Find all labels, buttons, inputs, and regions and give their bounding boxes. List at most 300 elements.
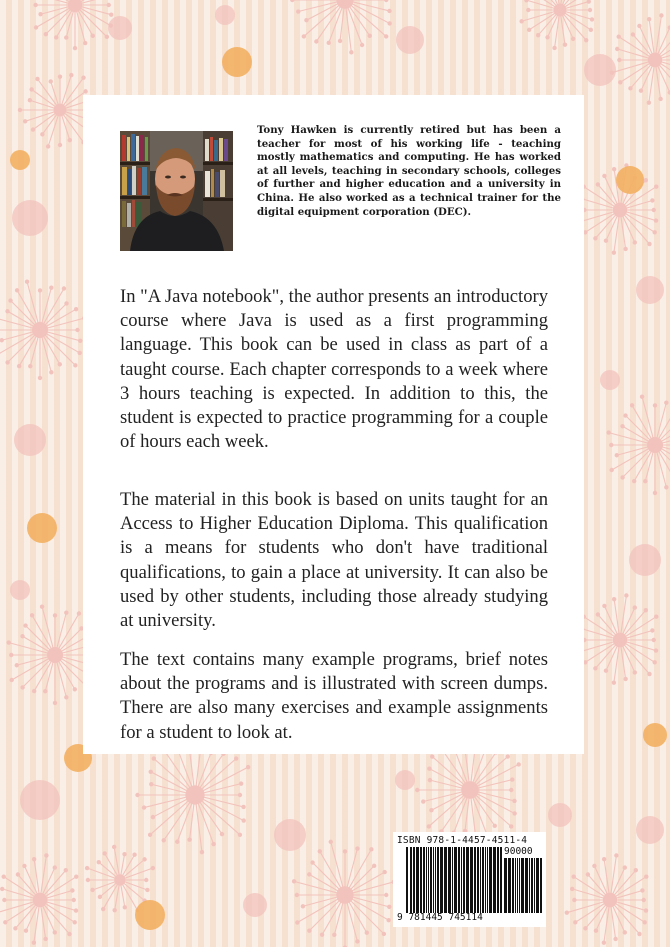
burst-dot: [304, 18, 308, 22]
burst-dot: [588, 8, 592, 12]
burst-dot: [142, 805, 146, 809]
burst-dot: [75, 328, 79, 332]
burst-dot: [77, 351, 81, 355]
burst-dot: [151, 815, 155, 819]
burst-dot: [609, 443, 613, 447]
burst-dot: [238, 833, 242, 837]
burst-dot: [609, 468, 613, 472]
burst-dot: [604, 669, 608, 673]
burst-dot: [607, 430, 611, 434]
decor-circle: [395, 770, 415, 790]
burst-dot: [612, 250, 616, 254]
burst-dot: [20, 685, 24, 689]
burst-dot: [43, 689, 47, 693]
barcode-bar: [525, 858, 528, 913]
burst-dot: [633, 240, 637, 244]
burst-dot: [332, 933, 336, 937]
burst-dot: [246, 765, 250, 769]
burst-dot: [74, 874, 78, 878]
burst-dot: [592, 864, 596, 868]
burst-dot: [659, 13, 663, 17]
burst-dot: [292, 879, 296, 883]
barcode-bar: [508, 858, 511, 913]
price-code: 90000: [504, 846, 533, 857]
decor-circle: [27, 513, 57, 543]
burst-dot: [98, 895, 102, 899]
burst-dot: [509, 788, 513, 792]
author-photo: [120, 131, 233, 251]
burst-dot: [633, 605, 637, 609]
burst-dot: [15, 288, 19, 292]
burst-dot: [427, 767, 431, 771]
burst-dot: [148, 833, 152, 837]
burst-dot: [73, 687, 77, 691]
burst-dot: [7, 640, 11, 644]
burst-dot: [53, 613, 57, 617]
decor-circle: [10, 580, 30, 600]
burst-dot: [81, 75, 85, 79]
burst-dot: [35, 77, 39, 81]
burst-dot: [382, 932, 386, 936]
burst-dot: [653, 230, 657, 234]
burst-dot: [290, 0, 294, 2]
burst-dot: [545, 35, 549, 39]
burst-dot: [152, 756, 156, 760]
burst-dot: [633, 670, 637, 674]
decor-circle: [14, 424, 46, 456]
barcode-bar: [515, 858, 516, 913]
burst-dot: [664, 401, 668, 405]
burst-dot: [618, 80, 622, 84]
burst-dot: [512, 799, 516, 803]
burst-dot: [83, 89, 87, 93]
burst-dot: [644, 874, 648, 878]
burst-dot: [112, 908, 116, 912]
burst-dot: [427, 824, 431, 828]
barcode-bar: [470, 847, 473, 913]
barcode-bar: [497, 847, 499, 913]
burst-dot: [20, 634, 24, 638]
burst-dot: [34, 25, 38, 29]
burst-dot: [74, 908, 78, 912]
burst-dot: [78, 339, 82, 343]
burst-dot: [565, 910, 569, 914]
barcode-bar: [540, 858, 542, 913]
burst-dot: [365, 931, 369, 935]
burst-dot: [644, 908, 648, 912]
burst-dot: [101, 907, 105, 911]
burst-dot: [23, 119, 27, 123]
burst-dot: [647, 100, 651, 104]
burst-center: [613, 203, 627, 217]
burst-dot: [44, 32, 48, 36]
burst-dot: [70, 888, 74, 892]
burst-dot: [387, 9, 391, 13]
burst-dot: [571, 37, 575, 41]
burst-dot: [64, 695, 68, 699]
burst-dot: [510, 777, 514, 781]
burst-dot: [612, 680, 616, 684]
burst-center: [647, 437, 663, 453]
burst-center: [185, 785, 204, 804]
burst-center: [47, 647, 63, 663]
decor-circle: [396, 26, 424, 54]
barcode-bar: [500, 847, 502, 913]
burst-dot: [640, 888, 644, 892]
burst-dot: [38, 12, 42, 16]
burst-dot: [369, 847, 373, 851]
burst-dot: [142, 857, 146, 861]
barcode-bar: [435, 847, 436, 913]
burst-dot: [650, 198, 654, 202]
burst-dot: [145, 888, 149, 892]
barcode-bar: [423, 847, 425, 913]
burst-dot: [135, 793, 139, 797]
burst-dot: [9, 678, 13, 682]
burst-dot: [329, 840, 333, 844]
burst-dot: [387, 905, 391, 909]
burst-dot: [647, 242, 651, 246]
barcode-bar: [458, 847, 460, 913]
burst-dot: [314, 39, 318, 43]
burst-dot: [628, 86, 632, 90]
burst-dot: [38, 376, 42, 380]
burst-dot: [58, 143, 62, 147]
burst-dot: [200, 850, 204, 854]
burst-dot: [506, 754, 510, 758]
burst-dot: [517, 762, 521, 766]
decor-circle: [600, 370, 620, 390]
burst-dot: [382, 870, 386, 874]
burst-dot: [72, 898, 76, 902]
decor-circle: [243, 893, 267, 917]
barcode-bar: [487, 847, 488, 913]
burst-dot: [428, 778, 432, 782]
burst-dot: [46, 144, 50, 148]
burst-dot: [295, 893, 299, 897]
burst-dot: [53, 930, 57, 934]
barcode-bar: [466, 847, 469, 913]
burst-dot: [0, 338, 4, 342]
burst-dot: [24, 929, 28, 933]
burst-center: [461, 781, 479, 799]
burst-dot: [91, 34, 95, 38]
burst-dot: [31, 127, 35, 131]
burst-dot: [430, 754, 434, 758]
burst-dot: [653, 403, 657, 407]
burst-dot: [122, 852, 126, 856]
burst-dot: [384, 893, 388, 897]
burst-dot: [49, 79, 53, 83]
burst-dot: [97, 860, 101, 864]
burst-dot: [594, 929, 598, 933]
decor-circle: [12, 200, 48, 236]
burst-dot: [593, 236, 597, 240]
burst-dot: [302, 34, 306, 38]
barcode-bar: [430, 847, 432, 913]
burst-dot: [654, 614, 658, 618]
burst-dot: [654, 218, 658, 222]
decor-circle: [643, 723, 667, 747]
burst-dot: [615, 453, 619, 457]
barcode-bar: [461, 847, 462, 913]
decor-circle: [215, 5, 235, 25]
barcode-bar: [416, 847, 419, 913]
barcode-bar: [489, 847, 492, 913]
burst-dot: [519, 19, 523, 23]
burst-dot: [587, 0, 591, 4]
burst-dot: [572, 874, 576, 878]
burst-dot: [524, 0, 528, 2]
burst-dot: [234, 756, 238, 760]
burst-center: [613, 633, 627, 647]
burst-dot: [5, 309, 9, 313]
burst-dot: [631, 32, 635, 36]
decor-circle: [584, 54, 616, 86]
burst-dot: [109, 13, 113, 17]
barcode-bar: [477, 847, 479, 913]
burst-dot: [613, 937, 617, 941]
burst-dot: [338, 39, 342, 43]
burst-dot: [64, 35, 68, 39]
burst-dot: [54, 35, 58, 39]
burst-dot: [654, 648, 658, 652]
decor-circle: [636, 276, 664, 304]
barcode-bar: [512, 858, 514, 913]
description-paragraph-2: The material in this book is based on units taught for an Access to Higher Education Diploma. This qualification is a means for students who don't have traditional qualifications, to gain a place at university. It can also be used by other students, including those already studying at university.: [120, 489, 548, 632]
burst-dot: [28, 364, 32, 368]
burst-dot: [238, 793, 242, 797]
burst-dot: [162, 838, 166, 842]
burst-dot: [421, 799, 425, 803]
burst-dot: [77, 611, 81, 615]
burst-dot: [220, 832, 224, 836]
burst-dot: [552, 46, 556, 50]
burst-dot: [355, 939, 359, 943]
burst-dot: [617, 34, 621, 38]
burst-dot: [639, 89, 643, 93]
barcode-bar: [444, 847, 447, 913]
burst-dot: [53, 865, 57, 869]
burst-dot: [653, 491, 657, 495]
burst-dot: [3, 920, 7, 924]
burst-dot: [586, 872, 590, 876]
burst-dot: [650, 628, 654, 632]
burst-dot: [295, 920, 299, 924]
burst-dot: [653, 660, 657, 664]
burst-center: [554, 4, 567, 17]
burst-dot: [602, 174, 606, 178]
burst-dot: [654, 184, 658, 188]
barcode-bar: [474, 847, 476, 913]
barcode-bar: [406, 847, 408, 913]
burst-dot: [67, 932, 71, 936]
burst-dot: [604, 239, 608, 243]
burst-dot: [596, 612, 600, 616]
burst-dot: [563, 42, 567, 46]
burst-dot: [372, 864, 376, 868]
addon-bars: [504, 858, 542, 913]
barcode-bar: [440, 847, 443, 913]
burst-dot: [634, 868, 638, 872]
burst-dot: [13, 926, 17, 930]
burst-dot: [386, 918, 390, 922]
barcode-bar: [463, 847, 465, 913]
decor-circle: [548, 803, 572, 827]
burst-dot: [310, 860, 314, 864]
decor-circle: [10, 150, 30, 170]
burst-dot: [602, 940, 606, 944]
burst-dot: [211, 842, 215, 846]
burst-dot: [652, 638, 656, 642]
burst-dot: [64, 868, 68, 872]
burst-dot: [23, 623, 27, 627]
barcode-bar: [531, 858, 533, 913]
burst-dot: [144, 878, 148, 882]
decor-circle: [20, 780, 60, 820]
barcode-bar: [536, 858, 539, 913]
burst-dot: [637, 932, 641, 936]
barcode-bar: [517, 858, 518, 913]
burst-dot: [0, 887, 4, 891]
burst-dot: [29, 87, 33, 91]
burst-dot: [151, 866, 155, 870]
burst-dot: [296, 9, 300, 13]
barcode-bar: [448, 847, 451, 913]
burst-dot: [32, 857, 36, 861]
barcode-bar: [426, 847, 427, 913]
burst-dot: [658, 97, 662, 101]
burst-dot: [536, 33, 540, 37]
burst-dot: [83, 41, 87, 45]
burst-dot: [49, 286, 53, 290]
burst-dot: [16, 872, 20, 876]
burst-dot: [32, 689, 36, 693]
burst-dot: [318, 849, 322, 853]
decor-circle: [108, 16, 132, 40]
burst-center: [648, 53, 662, 67]
burst-dot: [105, 35, 109, 39]
burst-dot: [64, 611, 68, 615]
burst-dot: [40, 605, 44, 609]
barcode-bar: [482, 847, 484, 913]
burst-dot: [632, 479, 636, 483]
burst-dot: [30, 613, 34, 617]
burst-dot: [49, 370, 53, 374]
burst-dot: [112, 845, 116, 849]
burst-dot: [62, 286, 66, 290]
burst-dot: [149, 770, 153, 774]
decor-circle: [636, 816, 664, 844]
burst-dot: [360, 43, 364, 47]
burst-dot: [387, 21, 391, 25]
burst-dot: [343, 849, 347, 853]
burst-dot: [384, 0, 388, 2]
burst-center: [114, 874, 125, 885]
burst-dot: [8, 298, 12, 302]
burst-dot: [584, 38, 588, 42]
burst-dot: [652, 208, 656, 212]
burst-dot: [590, 17, 594, 21]
burst-dot: [596, 182, 600, 186]
burst-dot: [86, 878, 90, 882]
burst-dot: [602, 857, 606, 861]
burst-dot: [415, 788, 419, 792]
burst-dot: [623, 930, 627, 934]
barcode-bar: [480, 847, 481, 913]
burst-dot: [40, 132, 44, 136]
isbn-barcode: [393, 832, 546, 927]
barcode-bar: [452, 847, 453, 913]
author-bio: Tony Hawken is currently retired but has been a teacher for most of his working life - teaching mostly mathematics and computing. He has worked at all levels, teaching in secondary schools, colleges of further and higher education and a university in China. He also worked as a technical trainer for the digital equipment corporation (DEC).: [257, 124, 561, 218]
burst-dot: [637, 24, 641, 28]
burst-dot: [602, 604, 606, 608]
isbn-label: ISBN 978-1-4457-4511-4: [397, 835, 528, 846]
decor-circle: [135, 900, 165, 930]
barcode-bar: [428, 847, 429, 913]
burst-dot: [5, 360, 9, 364]
burst-dot: [583, 926, 587, 930]
burst-center: [32, 322, 48, 338]
burst-dot: [241, 805, 245, 809]
burst-dot: [43, 937, 47, 941]
burst-dot: [2, 898, 6, 902]
burst-dot: [25, 280, 29, 284]
burst-dot: [28, 98, 32, 102]
burst-dot: [429, 808, 433, 812]
burst-dot: [175, 840, 179, 844]
burst-dot: [593, 666, 597, 670]
barcode-bar: [454, 847, 457, 913]
barcode-bar: [534, 858, 535, 913]
burst-dot: [32, 940, 36, 944]
burst-dot: [493, 824, 497, 828]
burst-dot: [573, 920, 577, 924]
back-cover-text-panel: [83, 95, 584, 754]
burst-dot: [349, 50, 353, 54]
barcode-bar: [519, 858, 520, 913]
barcode-bar: [504, 858, 507, 913]
burst-dot: [102, 851, 106, 855]
burst-dot: [617, 58, 621, 62]
burst-dot: [301, 904, 305, 908]
burst-dot: [527, 28, 531, 32]
decor-circle: [274, 819, 306, 851]
description-paragraph-3: The text contains many example programs, brief notes about the programs and is illustrated with screen dumps. There are also many exercises and example assignments for a student to look at.: [120, 649, 548, 743]
burst-dot: [22, 864, 26, 868]
burst-dot: [33, 3, 37, 7]
decor-circle: [616, 166, 644, 194]
barcode-bar: [420, 847, 422, 913]
burst-dot: [355, 846, 359, 850]
burst-dot: [64, 301, 68, 305]
burst-dot: [68, 138, 72, 142]
burst-dot: [630, 403, 634, 407]
barcode-bar: [485, 847, 486, 913]
burst-dot: [187, 837, 191, 841]
burst-dot: [620, 424, 624, 428]
burst-dot: [327, 41, 331, 45]
burst-dot: [509, 824, 513, 828]
burst-dot: [647, 17, 651, 21]
burst-dot: [647, 672, 651, 676]
burst-dot: [242, 818, 246, 822]
description-paragraph-1: In "A Java notebook", the author presents an introductory course where Java is used as a first programming language. This book can be used in class as part of a taught course. Each chapter corresponds to a week where 3 hours teaching is expected. In addition to this, the student is expected to practice programming for a couple of hours each week.: [120, 286, 548, 453]
burst-dot: [132, 853, 136, 857]
burst-dot: [15, 663, 19, 667]
burst-dot: [368, 34, 372, 38]
burst-dot: [642, 898, 646, 902]
